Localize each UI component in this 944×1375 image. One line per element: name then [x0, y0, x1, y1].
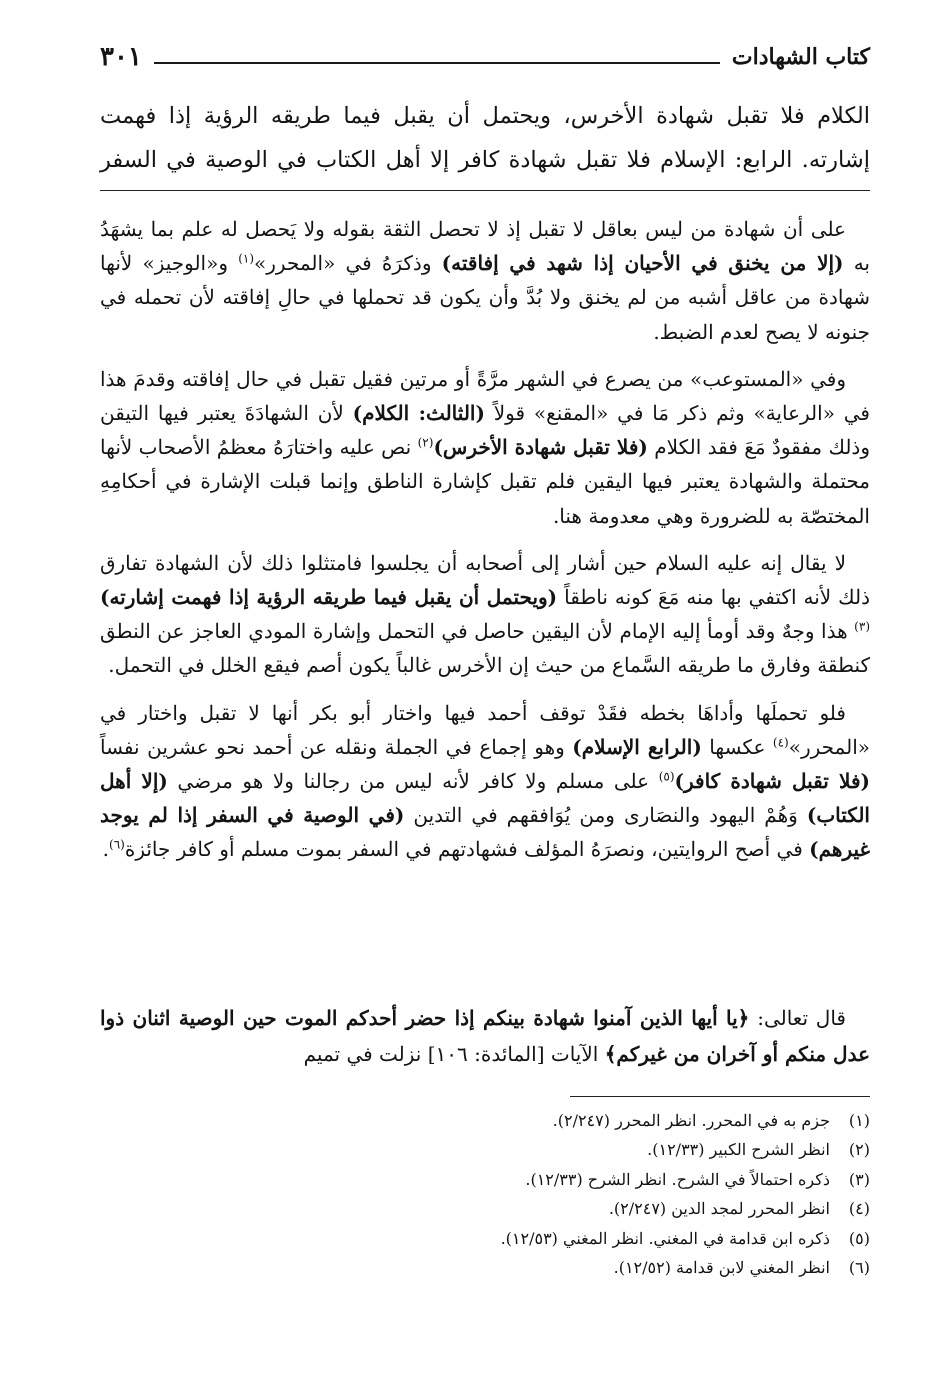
text-run: هذا وجهٌ وقد أومأ إليه الإمام لأن اليقين حاصل في التحمل وإشارة المودي العاجز عن النطق كنطقة وفارق ما طريقه السَّماع من حيث إن الأخرس غالباً يكون أصم فيقع الخلل في التحمل.: [100, 619, 870, 678]
commentary-paragraph: [100, 696, 870, 867]
footnotes: [100, 1106, 870, 1282]
quran-verse: ﴿يا أيها الذين آمنوا شهادة بينكم إذا حضر أحدكم الموت حين الوصية اثنان ذوا عدل منكم أو آخران من غيركم﴾: [100, 1006, 870, 1066]
text-run: لأن الشهادَةَ يعتبر فيها التيقن وذلك مفقودٌ مَعَ فقد الكلام: [100, 401, 870, 460]
page-number: ٣٠١: [100, 42, 142, 72]
footnote-ref: (٤): [772, 735, 789, 750]
bold-quote: (إلا من يخنق في الأحيان إذا شهد في إفاقته): [441, 251, 844, 276]
text-run: لا يقال إنه عليه السلام حين أشار إلى أصحابه أن يجلسوا فامتثلوا ذلك لأن الشهادة تفارق ذلك لأنه اكتفي بها منه مَعَ كونه ناطقاً: [100, 550, 871, 610]
text-run: على أن شهادة من ليس بعاقل لا تقبل إذ لا تحصل الثقة بقوله ولا يَحصل له علم بما يشهَدُ به: [100, 217, 870, 276]
footnote: [100, 1106, 870, 1135]
bold-quote: (الثالث: الكلام): [352, 401, 485, 426]
text-run: فلو تحملَها وأداهَا بخطه فقَدْ توقف أحمد فيها واختار أبو بكر أنها لا تقبل واختار في «المحرر»: [100, 700, 870, 759]
footnote: [100, 1224, 870, 1253]
footnote-number: (٤): [848, 1199, 870, 1219]
commentary-paragraph: [100, 546, 870, 683]
commentary: [100, 212, 870, 880]
text-run: وَهُمْ اليهود والنصَارى ومن يُوَافقهم في التدين: [404, 803, 807, 828]
text-run: وفي «المستوعب» من يصرع في الشهر مرَّةً أو مرتين فقيل تقبل في حال إفاقته وقدمَ هذا في «الرعاية» وثم ذكر مَا في «المقنع» قولاً: [100, 366, 870, 426]
footnote-ref: (١): [238, 251, 255, 266]
bold-quote: (ويحتمل أن يقبل فيما طريقه الرؤية إذا فهمت إشارته): [100, 585, 558, 610]
running-header: [100, 36, 870, 72]
commentary-paragraph: [100, 362, 870, 533]
matn-line: إشارته. الرابع: الإسلام فلا تقبل شهادة كافر إلا أهل الكتاب في الوصية في السفر: [100, 147, 870, 173]
bold-quote: (فلا تقبل شهادة الأخرس): [433, 435, 648, 460]
text-run: نص عليه واختارَهُ معظمُ الأصحاب لأنها محتملة والشهادة يعتبر فيها اليقين فلم تقبل كإشارة الناطق وإنما قبلت الإشارة في أحكامِهِ المختصّة به للضرورة وهي معدومة هنا.: [100, 435, 870, 528]
footnote-text: انظر الشرح الكبير (١٢/٣٣).: [647, 1140, 830, 1160]
footnote-number: (٥): [848, 1228, 870, 1248]
bold-quote: (في الوصية في السفر إذا لم يوجد غيرهم): [100, 803, 870, 862]
footnote-number: (٣): [848, 1169, 870, 1189]
footnote-text: انظر المغني لابن قدامة (١٢/٥٢).: [613, 1258, 830, 1278]
text-run: في أصح الروايتين، ونصرَهُ المؤلف فشهادتهم في السفر بموت مسلم أو كافر جائزة: [124, 837, 810, 862]
footnote-number: (١): [848, 1111, 870, 1130]
footnote-ref: (٦): [109, 837, 125, 852]
quran-quote-paragraph: [100, 1000, 870, 1072]
bold-quote: (إلا أهل الكتاب): [100, 769, 870, 828]
text-run: عكسها: [701, 734, 773, 759]
bold-quote: (فلا تقبل شهادة كافر): [674, 769, 871, 794]
text-run: قال تعالى:: [749, 1006, 846, 1030]
matn-separator: [100, 190, 870, 191]
text-run: الآيات [المائدة: ١٠٦] نزلت في تميم: [303, 1042, 605, 1066]
footnote: [100, 1253, 870, 1282]
footnote-ref: (٥): [658, 769, 675, 784]
text-run: و«الوجيز» لأنها شهادة من عاقل أشبه من لم يخنق ولا بُدَّ وأن يكون قد تحملها في حالِ إفاقته لأن تحمله في جنونه لا يصح لعدم الضبط.: [100, 251, 870, 344]
commentary-paragraph: [100, 212, 870, 349]
footnote-text: انظر المحرر لمجد الدين (٢/٢٤٧).: [608, 1199, 830, 1219]
footnote-ref: (٣): [854, 619, 870, 634]
text-run: وذكرَهُ في «المحرر»: [254, 251, 442, 276]
book-title: كتاب الشهادات: [731, 44, 870, 70]
bold-quote: (الرابع الإسلام): [572, 734, 702, 759]
footnote: [100, 1165, 870, 1194]
text-run: وهو إجماع في الجملة ونقله عن أحمد نحو عشرين نفساً: [100, 734, 573, 759]
header-rule: [154, 62, 720, 64]
footnote-text: ذكره احتمالاً في الشرح. انظر الشرح (١٢/٣٣).: [525, 1169, 830, 1189]
text-run: .: [102, 837, 110, 862]
footnote-text: جزم به في المحرر. انظر المحرر (٢/٢٤٧).: [552, 1111, 830, 1130]
matn-line: الكلام فلا تقبل شهادة الأخرس، ويحتمل أن يقبل فيما طريقه الرؤية إذا فهمت: [100, 103, 870, 129]
footnote: [100, 1135, 870, 1164]
footnote-ref: (٢): [417, 435, 434, 450]
footnote-number: (٦): [848, 1258, 870, 1278]
text-run: على مسلم ولا كافر لأنه ليس من رجالنا ولا هو مرضي: [167, 769, 659, 794]
footnote-separator: [570, 1096, 870, 1097]
footnote-number: (٢): [848, 1140, 870, 1160]
footnote-text: ذكره ابن قدامة في المغني. انظر المغني (١٢/٥٣).: [500, 1228, 830, 1248]
matn-text: [100, 94, 870, 182]
footnote: [100, 1194, 870, 1223]
